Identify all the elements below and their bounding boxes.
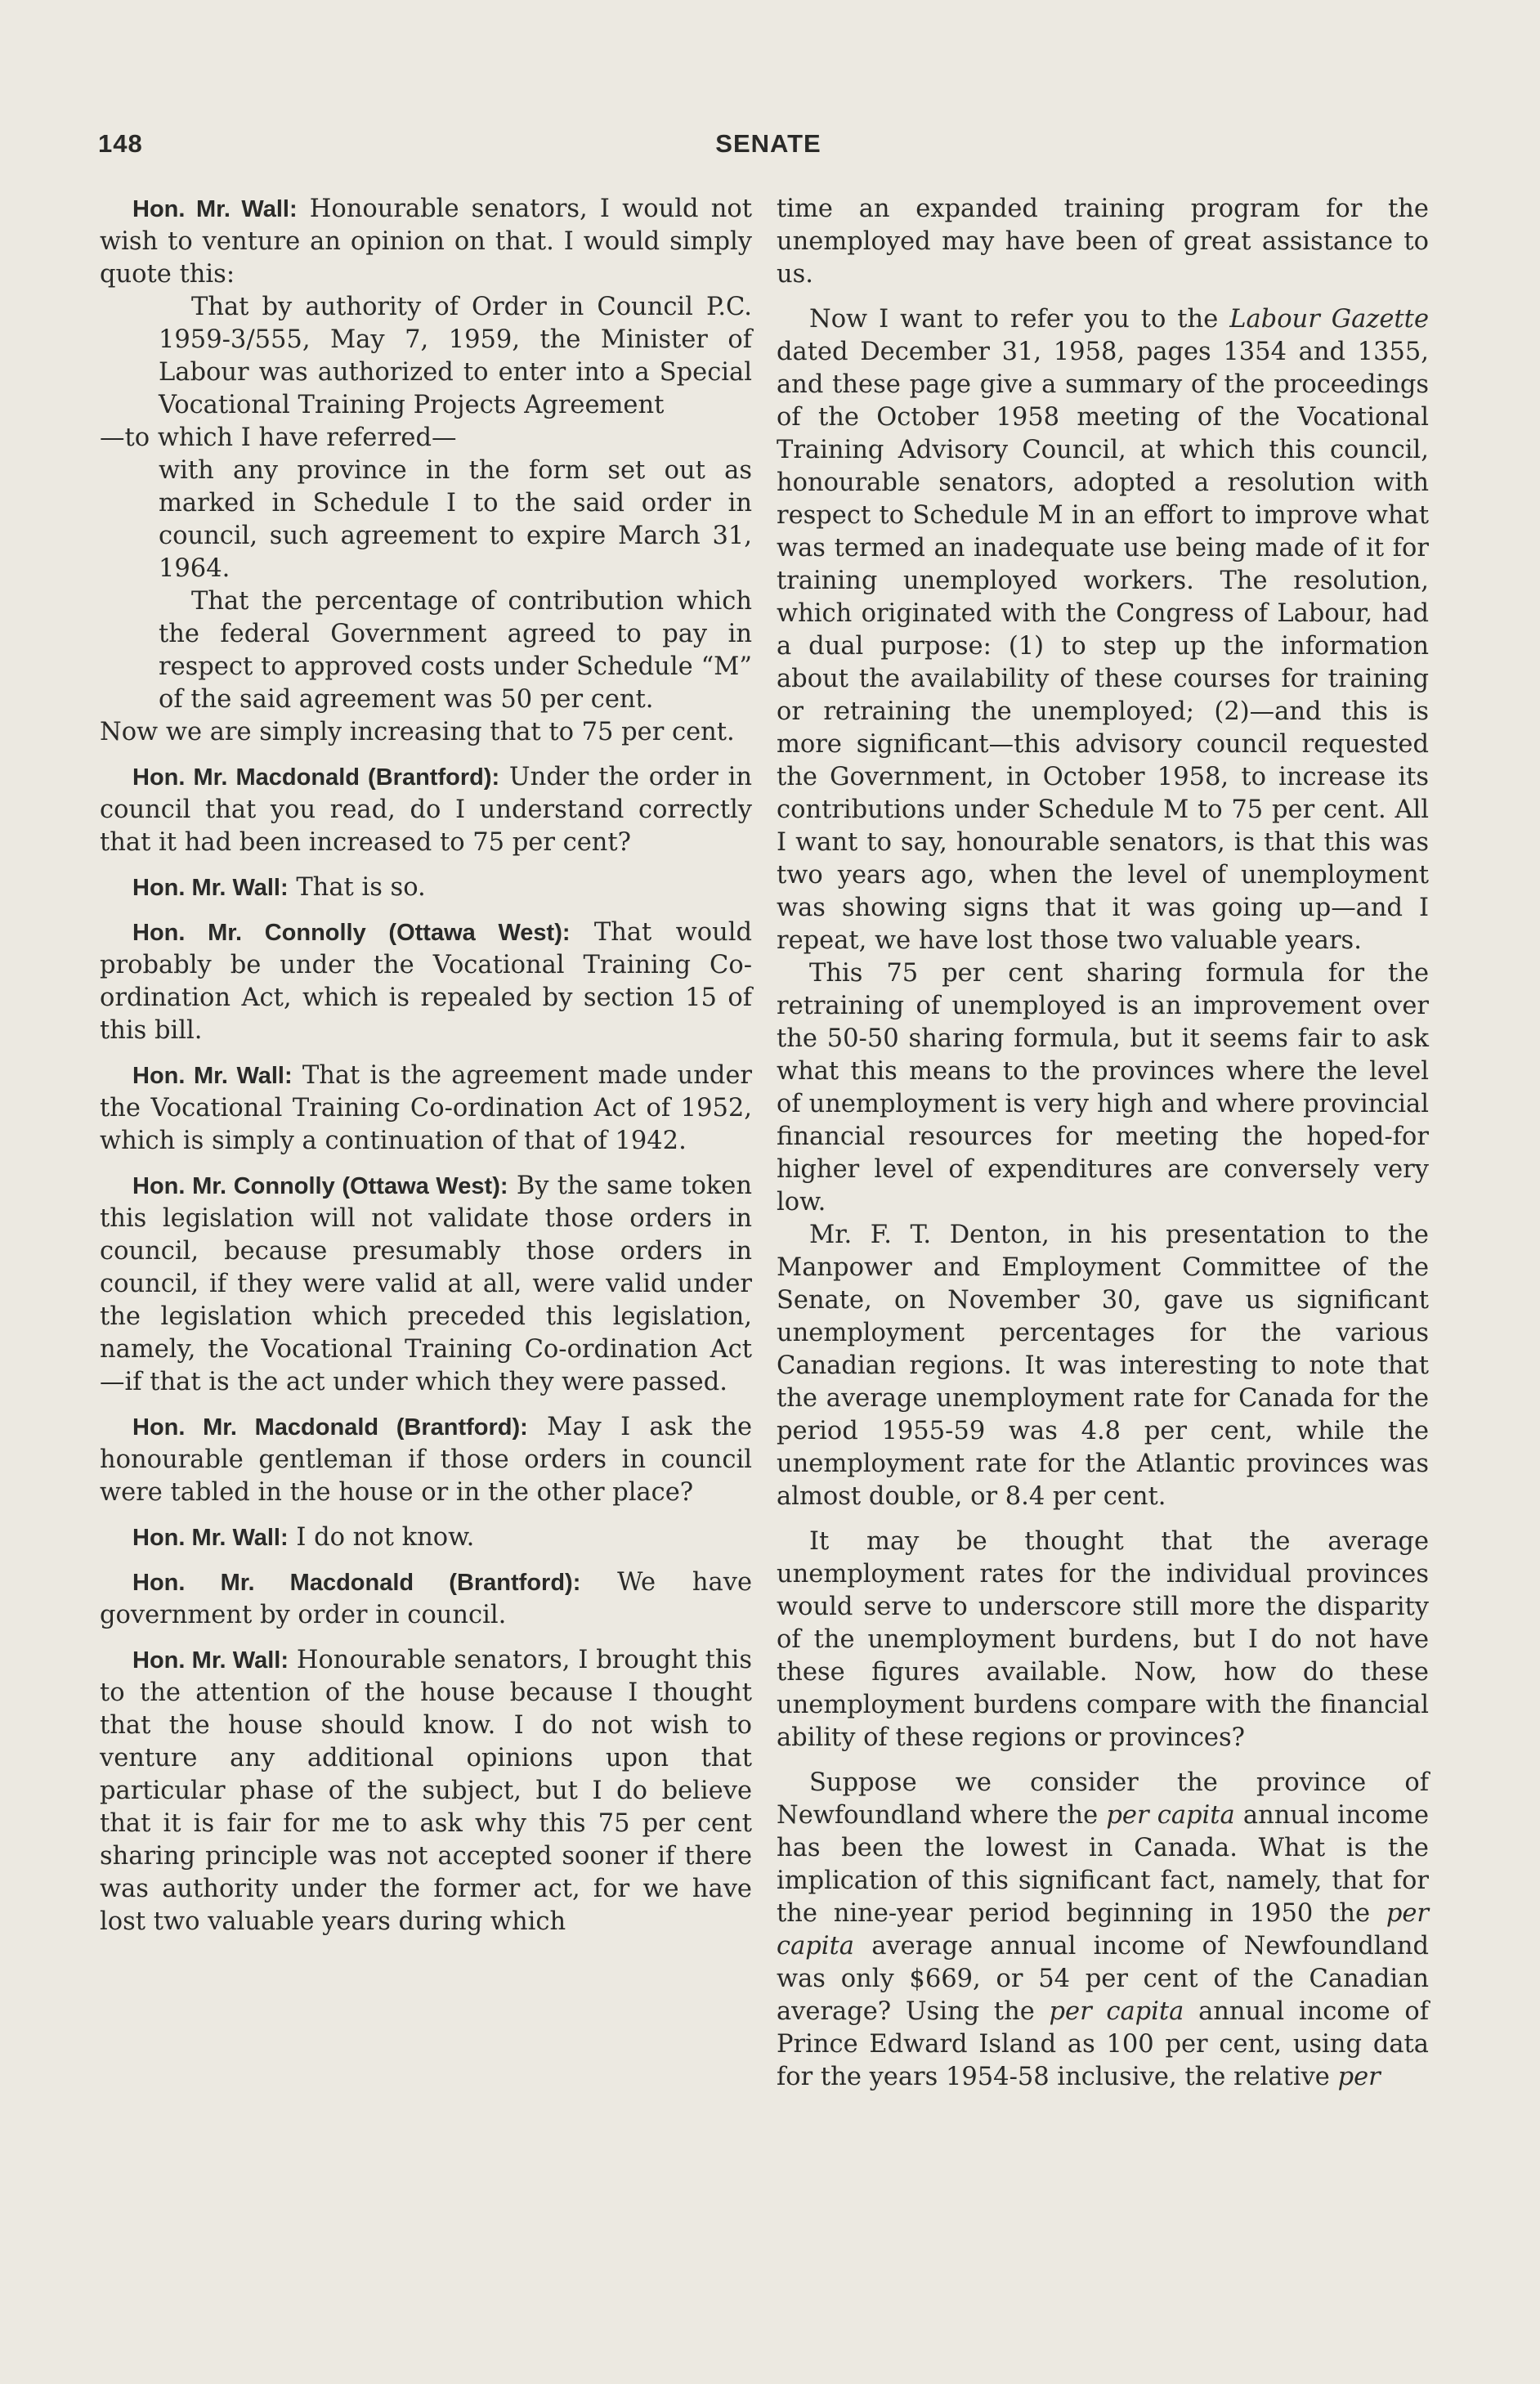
paragraph: Hon. Mr. Macdonald (Brantford): Under the order in council that you read, do I understand correctly that it had been increased to 75 per cent? xyxy=(100,763,753,857)
paragraph: Hon. Mr. Wall: I do not know. xyxy=(132,1523,475,1552)
speaker-name: Hon. Mr. Wall: xyxy=(132,1525,289,1551)
paragraph: Now I want to refer you to the Labour Gazette dated December 31, 1958, pages 1354 and 1355, and these page give a summary of the proceedings of the October 1958 meeting of the Vocational Training Advisory Council, at which this council, honourable senators, adopted a resolution with respect to Schedule M in an effort to improve what was termed an inadequate use being made of it for training unemployed workers. The resolution, which originated with the Congress of Labour, had a dual purpose: (1) to step up the information about the availability of these courses for training or retraining the unemployed; (2)—and this is more significant—this advisory council requested the Government, in October 1958, to increase its contributions under Schedule M to 75 per cent. All I want to say, honourable senators, is that this was two years ago, when the level of unemployment was showing signs that it was going up—and I repeat, we have lost those two valuable years. xyxy=(777,305,1429,955)
right-column xyxy=(777,193,1429,2094)
paragraph: —to which I have referred— xyxy=(100,423,457,452)
speaker-name: Hon. Mr. Wall: xyxy=(132,875,289,901)
speaker-name: Hon. Mr. Connolly (Ottawa West): xyxy=(132,1173,508,1199)
paragraph: It may be thought that the average unemployment rates for the individual provinces would serve to underscore still more the disparity of the unemployment burdens, but I do not have these figures available. Now, how do these unemployment burdens compare with the financial ability of these regions or provinces? xyxy=(777,1527,1429,1752)
paragraph: Hon. Mr. Connolly (Ottawa West): That would probably be under the Vocational Training Co-ordination Act, which is repealed by section 15 of this bill. xyxy=(100,918,752,1045)
paragraph: Hon. Mr. Wall: That is so. xyxy=(132,873,426,902)
quotation: That the percentage of contribution which the federal Government agreed to pay in respect to approved costs under Schedule “M” of the said agreement was 50 per cent. xyxy=(159,587,752,714)
speaker-name: Hon. Mr. Connolly (Ottawa West): xyxy=(132,920,571,946)
paragraph: Hon. Mr. Wall: That is the agreement made under the Vocational Training Co-ordination Act of 1952, which is simply a continuation of that of 1942. xyxy=(100,1061,752,1155)
paragraph: Mr. F. T. Denton, in his presentation to the Manpower and Employment Committee of the Senate, on November 30, gave us significant unemployment percentages for the various Canadian regions. It was interesting to note that the average unemployment rate for Canada for the period 1955-59 was 4.8 per cent, while the unemployment rate for the Atlantic provinces was almost double, or 8.4 per cent. xyxy=(777,1221,1429,1511)
paragraph: Hon. Mr. Macdonald (Brantford): May I ask the honourable gentleman if those orders in council were tabled in the house or in the other place? xyxy=(100,1413,752,1507)
left-column xyxy=(100,193,752,1938)
paragraph: Suppose we consider the province of Newfoundland where the per capita annual income has been the lowest in Canada. What is the implication of this significant fact, namely, that for the nine-year period beginning in 1950 the per capita average annual income of Newfoundland was only $669, or 54 per cent of the Canadian average? Using the per capita annual income of Prince Edward Island as 100 per cent, using data for the years 1954-58 inclusive, the relative per xyxy=(777,1768,1430,2091)
paragraph: time an expanded training program for the unemployed may have been of great assistance to us. xyxy=(777,195,1429,289)
page-title: SENATE xyxy=(715,129,821,158)
speaker-name: Hon. Mr. Macdonald (Brantford): xyxy=(132,764,500,791)
speaker-name: Hon. Mr. Macdonald (Brantford): xyxy=(132,1570,581,1596)
speaker-name: Hon. Mr. Wall: xyxy=(132,196,298,222)
quotation: That by authority of Order in Council P.C. 1959-3/555, May 7, 1959, the Minister of Labour was authorized to enter into a Special Vocational Training Projects Agreement xyxy=(159,293,752,419)
paragraph: Hon. Mr. Connolly (Ottawa West): By the same token this legislation will not validate those orders in council, because presumably those orders in council, if they were valid at all, were valid under the legislation which preceded this legislation, namely, the Vocational Training Co-ordination Act—if that is the act under which they were passed. xyxy=(100,1172,752,1396)
speaker-name: Hon. Mr. Wall: xyxy=(132,1063,293,1089)
paragraph: Hon. Mr. Wall: Honourable senators, I would not wish to venture an opinion on that. I would simply quote this: xyxy=(100,195,752,289)
paragraph: This 75 per cent sharing formula for the retraining of unemployed is an improvement over the 50-50 sharing formula, but it seems fair to ask what this means to the provinces where the level of unemployment is very high and where provincial financial resources for meeting the hoped-for higher level of expenditures are conversely very low. xyxy=(777,959,1429,1217)
quotation: with any province in the form set out as marked in Schedule I to the said order in council, such agreement to expire March 31, 1964. xyxy=(159,456,752,583)
paragraph: Hon. Mr. Macdonald (Brantford): We have government by order in council. xyxy=(100,1568,752,1629)
page-header xyxy=(98,129,1439,168)
paragraph: Now we are simply increasing that to 75 per cent. xyxy=(100,718,735,746)
speaker-name: Hon. Mr. Macdonald (Brantford): xyxy=(132,1414,528,1441)
page-number: 148 xyxy=(98,129,143,158)
speaker-name: Hon. Mr. Wall: xyxy=(132,1647,289,1674)
paragraph: Hon. Mr. Wall: Honourable senators, I brought this to the attention of the house because I thought that the house should know. I do not wish to venture any additional opinions upon that particular phase of the subject, but I do believe that it is fair for me to ask why this 75 per cent sharing principle was not accepted sooner if there was authority under the former act, for we have lost two valuable years during which xyxy=(100,1646,752,1936)
